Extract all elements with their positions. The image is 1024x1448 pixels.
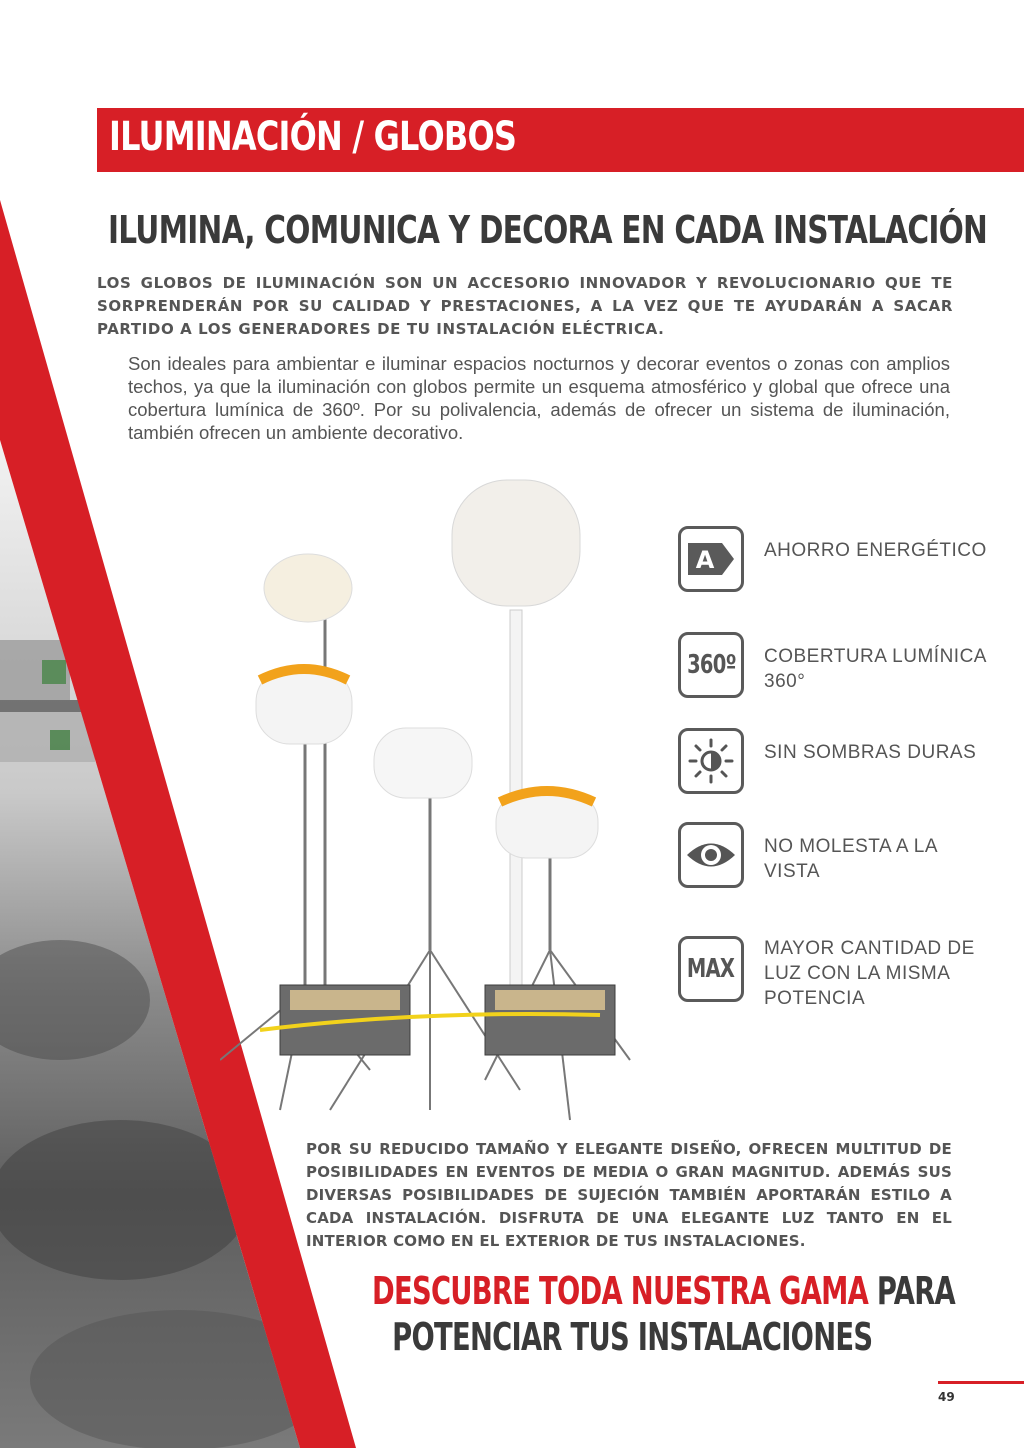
feature-item-shadows — [678, 726, 998, 800]
max-icon — [678, 936, 744, 1002]
feature-item-eyes — [678, 820, 998, 894]
feature-label-shadows: SIN SOMBRAS DURAS — [764, 742, 977, 763]
360-degree-icon — [678, 632, 744, 698]
call-to-action — [372, 1268, 955, 1360]
page-number: 49 — [938, 1390, 955, 1404]
cta-rest: PARA — [876, 1269, 956, 1313]
feature-label-max: MAYOR CANTIDAD DE LUZ CON LA MISMA POTENCIA — [764, 938, 975, 1009]
energy-class-a-label: A — [695, 546, 715, 574]
page-number-rule — [938, 1381, 1024, 1384]
outro-paragraph: POR SU REDUCIDO TAMAÑO Y ELEGANTE DISEÑO, OFRECEN MULTITUD DE POSIBILIDADES EN EVENTOS DE MEDIA O GRAN MAGNITUD. ADEMÁS SUS DIVERSAS POSIBILIDADES DE SUJECIÓN TAMBIÉN APORTARÁN ESTILO A CADA INSTALACIÓN. DISFRUTA DE UNA ELEGANTE LUZ TANTO EN EL INTERIOR COMO EN EL EXTERIOR DE TUS INSTALACIONES. — [306, 1140, 952, 1250]
feature-item-coverage — [678, 630, 998, 704]
intro-paragraph: LOS GLOBOS DE ILUMINACIÓN SON UN ACCESORIO INNOVADOR Y REVOLUCIONARIO QUE TE SORPRENDERÁN POR SU CALIDAD Y PRESTACIONES, A LA VEZ QUE TE AYUDARÁN A SACAR PARTIDO A LOS GENERADORES DE TU INSTALACIÓN ELÉCTRICA. — [97, 274, 953, 338]
feature-label-energy: AHORRO ENERGÉTICO — [764, 540, 987, 561]
max-label: MAX — [687, 954, 735, 984]
feature-item-max — [678, 934, 998, 1008]
header-bar — [97, 108, 1024, 172]
eye-icon — [678, 822, 744, 888]
feature-item-energy — [678, 524, 998, 598]
page-title: ILUMINACIÓN / GLOBOS — [109, 114, 517, 160]
cta-highlight: DESCUBRE TODA NUESTRA GAMA — [372, 1269, 869, 1313]
energy-class-a-icon — [678, 526, 744, 592]
sun-half-shade-icon — [678, 728, 744, 794]
feature-label-coverage: COBERTURA LUMÍNICA 360° — [764, 646, 986, 692]
section-subtitle: ILUMINA, COMUNICA Y DECORA EN CADA INSTALACIÓN — [108, 208, 988, 252]
balloon-lights-illustration — [220, 470, 640, 1130]
360-degree-label: 360º — [686, 650, 736, 680]
cta-line2: POTENCIAR TUS INSTALACIONES — [392, 1315, 873, 1359]
feature-label-eyes: NO MOLESTA A LA VISTA — [764, 836, 937, 882]
body-paragraph: Son ideales para ambientar e iluminar espacios nocturnos y decorar eventos o zonas con amplios techos, ya que la iluminación con globos permite un esquema atmosférico y global que ofrece una cobertura lumínica de 360º. Por su polivalencia, además de ofrecer un sistema de iluminación, también ofrecen un ambiente decorativo. — [128, 353, 950, 443]
